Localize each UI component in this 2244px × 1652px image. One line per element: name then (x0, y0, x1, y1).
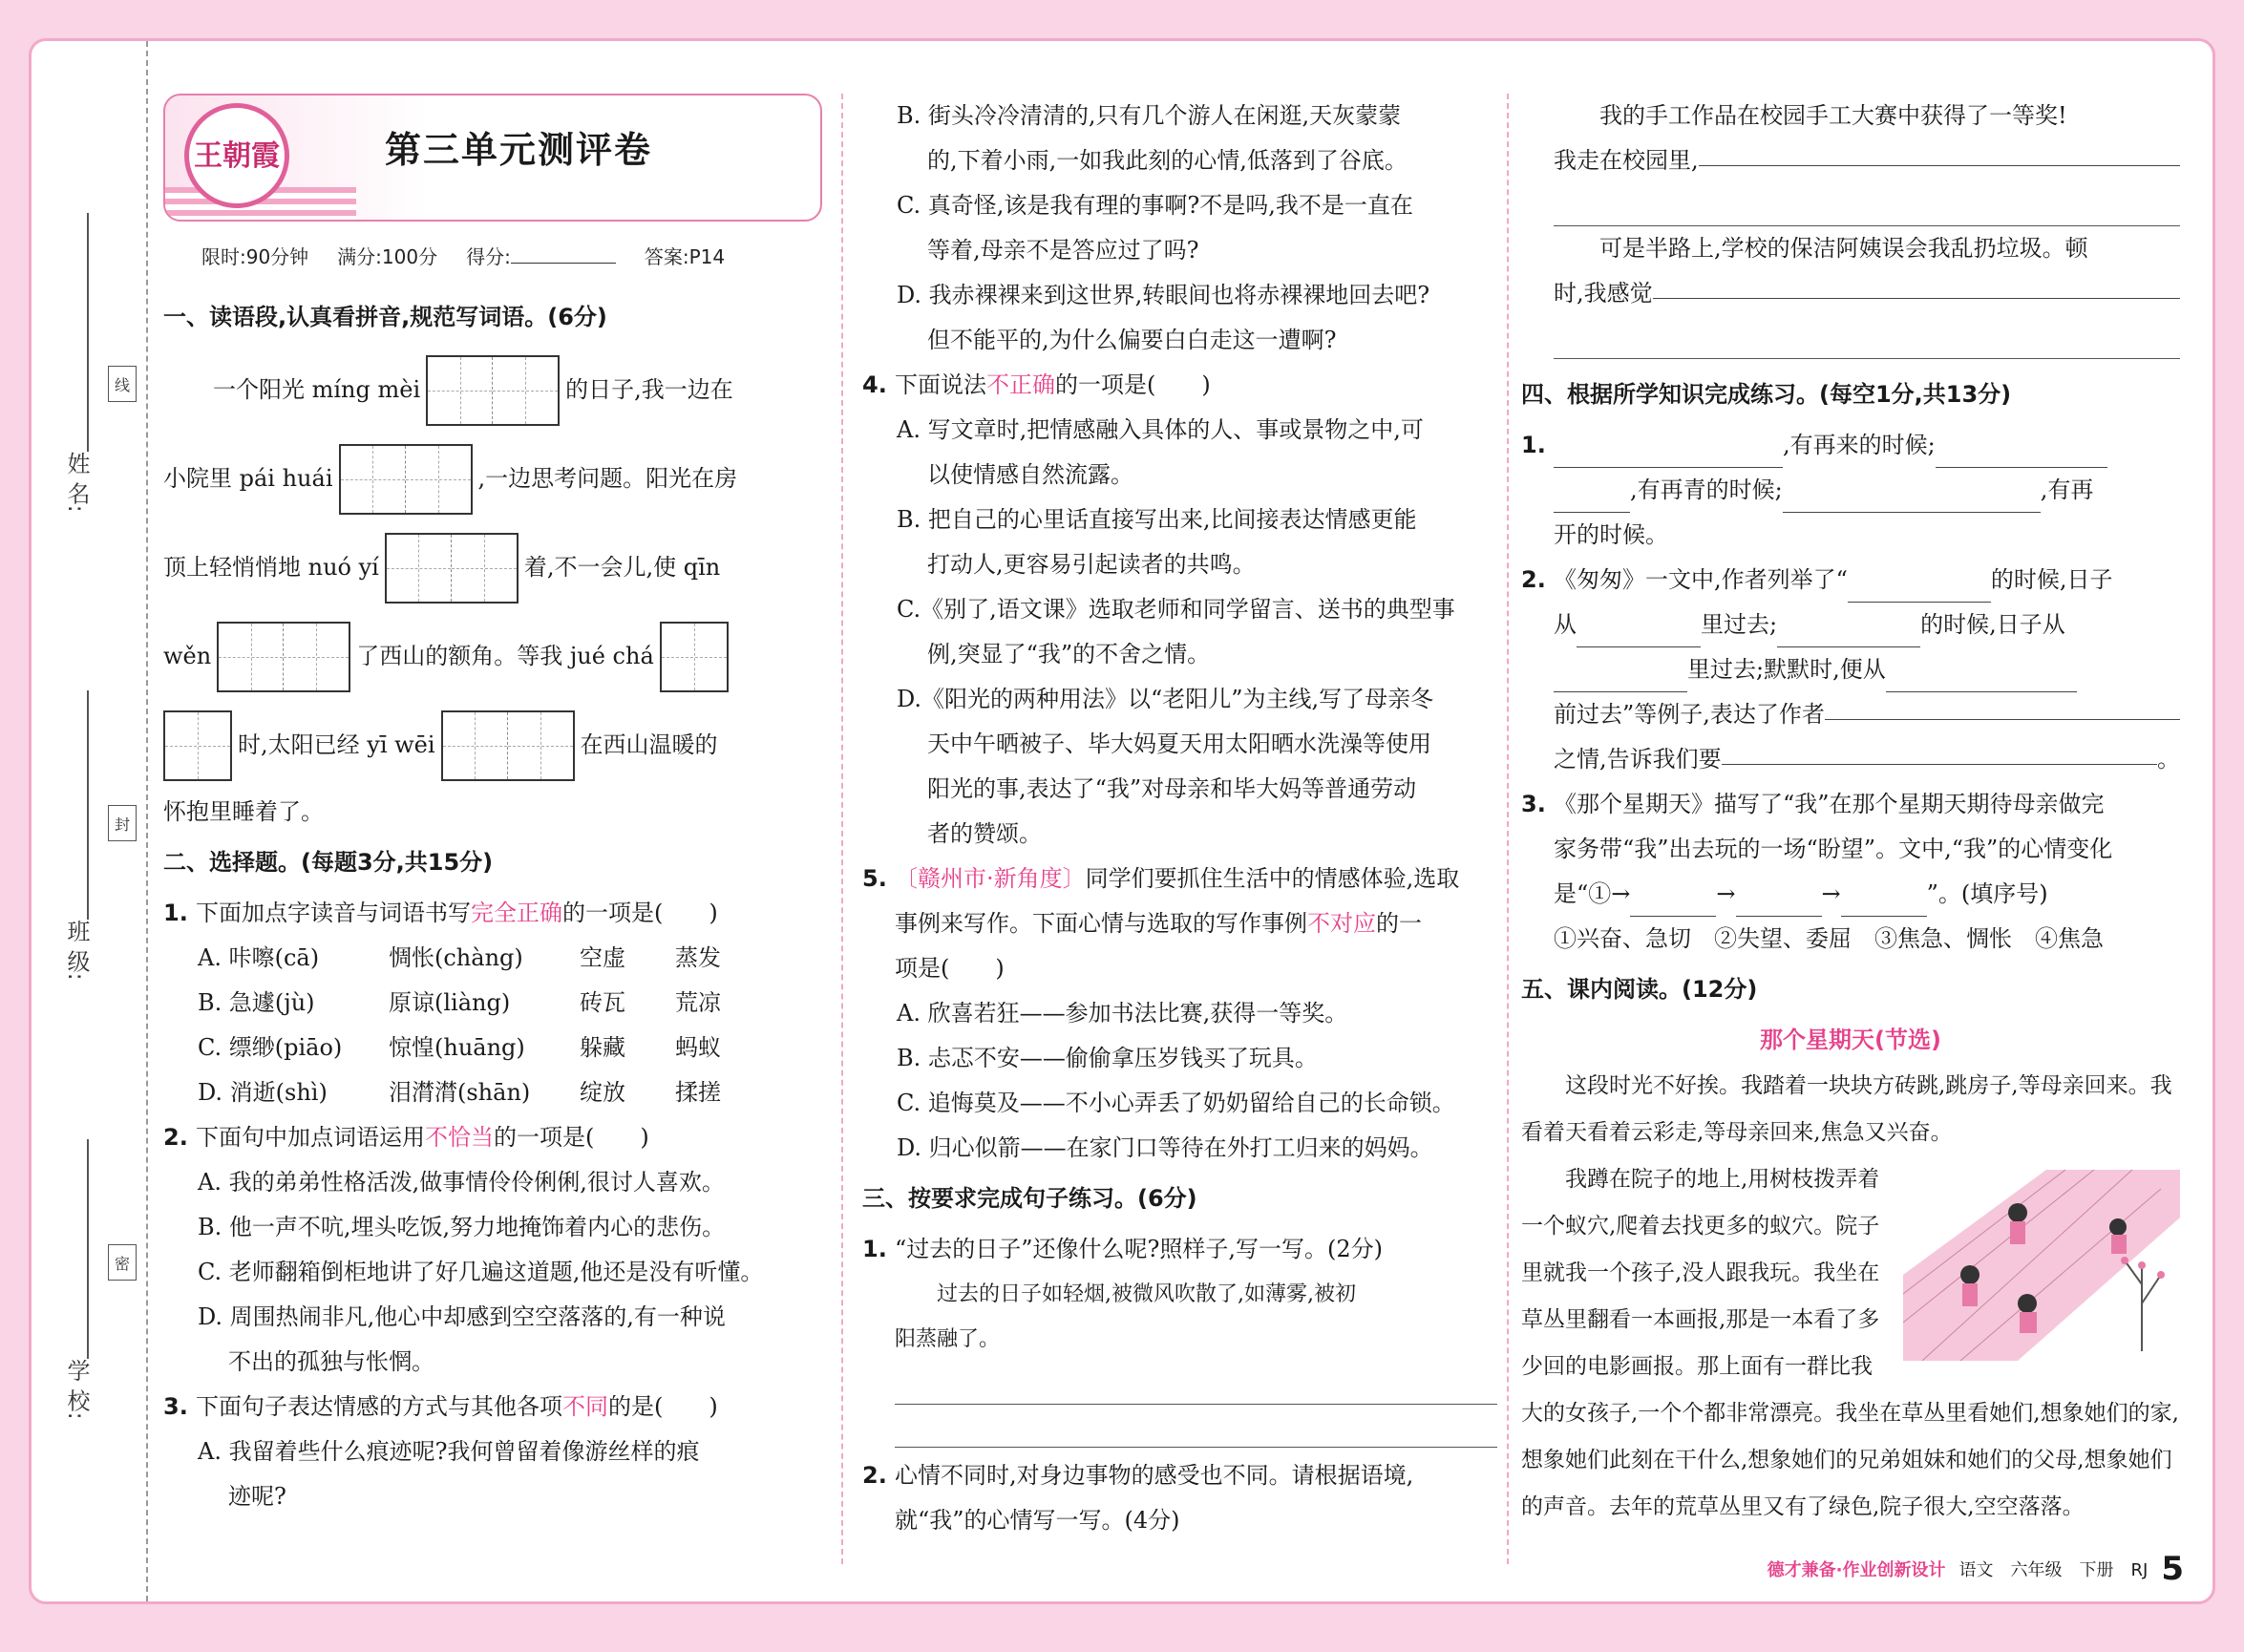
text: 着,不一会儿,使 qīn (523, 554, 721, 581)
question-cont: 就“我”的心情写一写。(4分) (895, 1507, 1180, 1534)
option-d-cont: 者的赞颂。 (927, 820, 1042, 847)
mark-feng: 封 (108, 805, 137, 841)
question-3-1 (862, 1227, 1497, 1272)
highlight: 不恰当 (425, 1124, 494, 1151)
section-4-heading: 四、根据所学知识完成练习。(每空1分,共13分) (1521, 381, 2012, 408)
option-row[interactable]: B. 急遽(jù) 原谅(liàng) 砖瓦 荒凉 (198, 989, 721, 1016)
example-sentence: 过去的日子如轻烟,被微风吹散了,如薄雾,被初 阳蒸融了。 (895, 1282, 1356, 1351)
option-d[interactable]: D. 周围热闹非凡,他心中却感到空空落落的,有一种说 (198, 1303, 726, 1330)
question-cont: 事例来写作。下面心情与选取的写作事例不对应的一 (895, 910, 1422, 937)
name-line[interactable] (87, 213, 89, 452)
question-number: 3. (163, 1393, 188, 1420)
text: 的一项是( ) (1055, 371, 1211, 398)
char-grid[interactable] (385, 533, 519, 604)
column-2 (862, 94, 1497, 1543)
text: 的一项是( ) (494, 1124, 649, 1151)
column-divider (1507, 94, 1509, 1564)
text: 怀抱里睡着了。 (163, 798, 324, 825)
paragraph: 我蹲在院子的地上,用树枝拨弄着一个蚁穴,爬着去找更多的蚁穴。院子里就我一个孩子,没人跟我玩。我坐在草丛里翻看一本画报,那是一本看了多少回的电影画报。那上面有一群比我大的女孩子,一个个都非常漂亮。我坐在草丛里看她们,想象她们的家,想象她们此刻在干什么,想象她们的兄弟姐妹和她们的父母,想象她们的声音。去年的荒草丛里又有了绿色,院子很大,空空落落。 (1521, 1167, 2179, 1519)
text: 下面句中加点词语运用 (196, 1124, 425, 1151)
fill-blank[interactable] (1554, 440, 1783, 468)
binding-strip (32, 41, 148, 1601)
question-4-2: 2. 《匆匆》一文中,作者列举了“ 的时候,日子 (1521, 558, 2180, 603)
footer-meta: 语文 六年级 下册 RJ (1958, 1560, 2149, 1580)
time-limit: 限时:90分钟 (201, 245, 309, 268)
text: 同学们要抓住生活中的情感体验,选取 (1085, 865, 1460, 892)
char-grid[interactable] (217, 622, 350, 692)
text: 下面说法 (895, 371, 986, 398)
option-b[interactable]: B. 他一声不吭,埋头吃饭,努力地掩饰着内心的悲伤。 (198, 1214, 726, 1240)
fill-blank[interactable] (1554, 485, 1630, 513)
char-grid[interactable] (441, 710, 575, 781)
section-3-heading: 三、按要求完成句子练习。(6分) (862, 1185, 1197, 1212)
school-line[interactable] (87, 1139, 89, 1359)
pinyin-line (163, 701, 822, 790)
text: 心情不同时,对身边事物的感受也不同。请根据语境, (895, 1462, 1414, 1489)
pinyin-line (163, 612, 822, 701)
question-cont: 之情,告诉我们要 。 (1521, 737, 2180, 782)
text: 在西山温暖的 (580, 731, 718, 758)
question-2-1 (163, 891, 822, 936)
option-a-cont: 迹呢? (228, 1483, 286, 1510)
option-a-cont: 以使情感自然流露。 (927, 461, 1133, 488)
option-c-cont: 等着,母亲不是答应过了吗? (927, 237, 1199, 264)
option-d[interactable]: D. 我赤裸裸来到这世界,转眼间也将赤裸裸地回去吧? (897, 282, 1430, 308)
text: 的一项是( ) (562, 900, 718, 926)
option-b[interactable]: B. 把自己的心里话直接写出来,比间接表达情感更能 (897, 506, 1417, 533)
school-label: 学 校: (63, 1359, 90, 1420)
option-c[interactable]: C.《别了,语文课》选取老师和同学留言、送书的典型事 (897, 596, 1455, 623)
exam-page (29, 38, 2215, 1604)
children-playing-illustration (1903, 1160, 2180, 1361)
pinyin-line (163, 523, 822, 612)
section-2-heading: 二、选择题。(每题3分,共15分) (163, 849, 494, 876)
text: 下面句子表达情感的方式与其他各项 (196, 1393, 562, 1420)
question-cont: 开的时候。 (1554, 521, 1668, 548)
option-a[interactable]: A. 我的弟弟性格活泼,做事情伶伶俐俐,很讨人喜欢。 (198, 1169, 725, 1196)
question-2-5 (862, 857, 1497, 901)
question-number: 2. (163, 1124, 188, 1151)
question-2-2 (163, 1115, 822, 1160)
highlight: 不同 (562, 1393, 608, 1420)
option-b-cont: 打动人,更容易引起读者的共鸣。 (927, 551, 1256, 578)
mark-mi: 密 (108, 1244, 137, 1281)
option-c-cont: 例,突显了“我”的不舍之情。 (927, 641, 1211, 667)
option-c[interactable]: C. 老师翻箱倒柜地讲了好几遍这道题,他还是没有听懂。 (198, 1259, 764, 1285)
text: 一个阳光 míng mèi (213, 376, 421, 403)
pinyin-line (163, 434, 822, 523)
sequence-options: ①兴奋、急切 ②失望、委屈 ③焦急、惆怅 ④焦急 (1554, 925, 2104, 952)
text: 时,太阳已经 yī wēi (238, 731, 435, 758)
question-cont: 项是( ) (895, 955, 1005, 982)
name-label: 姓 名: (63, 452, 90, 513)
option-b[interactable]: B. 忐忑不安——偷偷拿压岁钱买了玩具。 (897, 1045, 1318, 1071)
question-number: 2. (862, 1462, 887, 1489)
fill-blank[interactable] (1936, 440, 2107, 468)
char-grid[interactable] (163, 710, 232, 781)
answer-ref: 答案:P14 (644, 245, 726, 268)
option-a[interactable]: A. 写文章时,把情感融入具体的人、事或景物之中,可 (897, 416, 1424, 443)
text: 了西山的额角。等我 jué chá (356, 643, 654, 669)
class-label: 班 级: (63, 920, 90, 981)
text: ,一边思考问题。阳光在房 (477, 465, 738, 492)
fill-blank[interactable] (1886, 665, 2077, 692)
answer-line[interactable] (1699, 138, 2180, 166)
fill-blank[interactable] (1630, 889, 1716, 917)
text: 顶上轻悄悄地 nuó yí (163, 554, 379, 581)
text: 下面加点字读音与词语书写 (196, 900, 471, 926)
full-score: 满分:100分 (337, 245, 438, 268)
fill-blank[interactable] (1736, 889, 1822, 917)
paragraph: 这段时光不好挨。我踏着一块块方砖跳,跳房子,等母亲回来。我看着天看着云彩走,等母亲回来,焦急又兴奋。 (1521, 1073, 2172, 1145)
column-3 (1521, 94, 2180, 1531)
question-number: 4. (862, 371, 887, 398)
question-4-3: 3. 《那个星期天》描写了“我”在那个星期天期待母亲做完 (1521, 791, 2105, 817)
footer-brand: 德才兼备·作业创新设计 (1767, 1560, 1946, 1580)
section-1-heading: 一、读语段,认真看拼音,规范写词语。(6分) (163, 304, 607, 330)
fill-blank[interactable] (1848, 575, 1991, 603)
question-cont: 从 里过去; 的时候,日子从 (1521, 603, 2180, 647)
question-cont: 是“①→ → → ”。(填序号) (1521, 872, 2180, 917)
column-divider (841, 94, 843, 1564)
answer-line[interactable] (895, 1362, 1497, 1405)
option-d[interactable]: D.《阳光的两种用法》以“老阳儿”为主线,写了母亲冬 (897, 686, 1434, 712)
page-title: 第三单元测评卷 (385, 129, 653, 171)
option-row[interactable]: D. 消逝(shì) 泪潸潸(shān) 绽放 揉搓 (198, 1079, 721, 1106)
mark-xian: 线 (108, 366, 137, 402)
option-a[interactable]: A. 我留着些什么痕迹呢?我何曾留着像游丝样的痕 (198, 1438, 700, 1465)
question-number: 1. (163, 900, 188, 926)
option-d-cont: 但不能平的,为什么偏要白白走这一遭啊? (927, 327, 1337, 353)
highlight: 不正确 (986, 371, 1055, 398)
fill-blank[interactable] (1577, 620, 1701, 647)
text: “过去的日子”还像什么呢?照样子,写一写。(2分) (895, 1236, 1384, 1262)
source-tag: 〔赣州市·新角度〕 (895, 865, 1086, 892)
pinyin-line (163, 346, 822, 434)
question-cont: 里过去;默默时,便从 (1521, 647, 2180, 692)
page-number: 5 (2161, 1550, 2184, 1588)
page-footer (1768, 1550, 2184, 1588)
option-row[interactable]: C. 缥缈(piāo) 惊惶(huāng) 躲藏 蚂蚁 (198, 1034, 721, 1061)
column-1 (163, 94, 822, 1519)
fill-blank[interactable] (1722, 737, 2157, 765)
option-b-cont: 的,下着小雨,一如我此刻的心情,低落到了谷底。 (927, 147, 1408, 174)
question-cont: ,有再青的时候; ,有再 (1521, 468, 2180, 513)
prompt-1: 我的手工作品在校园手工大赛中获得了一等奖! 我走在校园里, 可是半路上,学校的保洁阿姨误会我乱扔垃圾。顿 时,我感觉 (1521, 94, 2180, 359)
question-number: 5. (862, 865, 887, 892)
answer-line[interactable] (1554, 183, 2180, 226)
option-a[interactable]: A. 欣喜若狂——参加书法比赛,获得一等奖。 (897, 1000, 1348, 1027)
fill-blank[interactable] (1841, 889, 1927, 917)
highlight: 完全正确 (471, 900, 562, 926)
question-4-1: 1. ,有再来的时候; (1521, 423, 2180, 468)
text: wěn (163, 643, 212, 669)
fill-blank[interactable] (1825, 692, 2180, 720)
option-c[interactable]: C. 追悔莫及——不小心弄丢了奶奶留给自己的长命锁。 (897, 1090, 1455, 1116)
question-2-4 (862, 363, 1497, 408)
question-2-3 (163, 1385, 822, 1430)
question-number: 1. (862, 1236, 887, 1262)
option-c[interactable]: C. 真奇怪,该是我有理的事啊?不是吗,我不是一直在 (897, 192, 1413, 219)
question-cont: 前过去”等例子,表达了作者 (1521, 692, 2180, 737)
fill-blank[interactable] (1783, 485, 2041, 513)
exam-info (201, 235, 822, 280)
question-cont: 家务带“我”出去玩的一场“盼望”。文中,“我”的心情变化 (1554, 836, 2113, 862)
text: 的日子,我一边在 (565, 376, 733, 403)
answer-line[interactable] (1554, 316, 2180, 359)
char-grid[interactable] (426, 355, 560, 426)
reading-passage (1521, 1063, 2180, 1531)
reading-title: 那个星期天(节选) (1760, 1027, 1941, 1053)
option-d[interactable]: D. 归心似箭——在家门口等待在外打工归来的妈妈。 (897, 1134, 1433, 1161)
score-field[interactable]: 得分: (466, 235, 616, 280)
option-d-cont: 天中午晒被子、毕大妈夏天用太阳晒水洗澡等使用 (927, 731, 1431, 757)
option-d-cont: 阳光的事,表达了“我”对母亲和毕大妈等普通劳动 (927, 775, 1417, 802)
fill-blank[interactable] (1554, 665, 1687, 692)
brand-seal-icon: 王朝霞 (184, 103, 289, 208)
answer-line[interactable] (1653, 271, 2180, 299)
option-d-cont: 不出的孤独与怅惘。 (228, 1348, 434, 1375)
question-3-2 (862, 1453, 1497, 1498)
class-line[interactable] (87, 690, 89, 920)
char-grid[interactable] (660, 622, 729, 692)
option-row[interactable]: A. 咔嚓(cā) 惆怅(chàng) 空虚 蒸发 (198, 944, 721, 971)
option-b[interactable]: B. 街头冷冷清清的,只有几个游人在闲逛,天灰蒙蒙 (897, 102, 1402, 129)
title-banner (163, 94, 822, 222)
fill-blank[interactable] (1777, 620, 1920, 647)
section-5-heading: 五、课内阅读。(12分) (1521, 976, 1758, 1003)
text: 小院里 pái huái (163, 465, 333, 492)
answer-line[interactable] (895, 1405, 1497, 1448)
char-grid[interactable] (339, 444, 473, 515)
text: 的是( ) (608, 1393, 718, 1420)
